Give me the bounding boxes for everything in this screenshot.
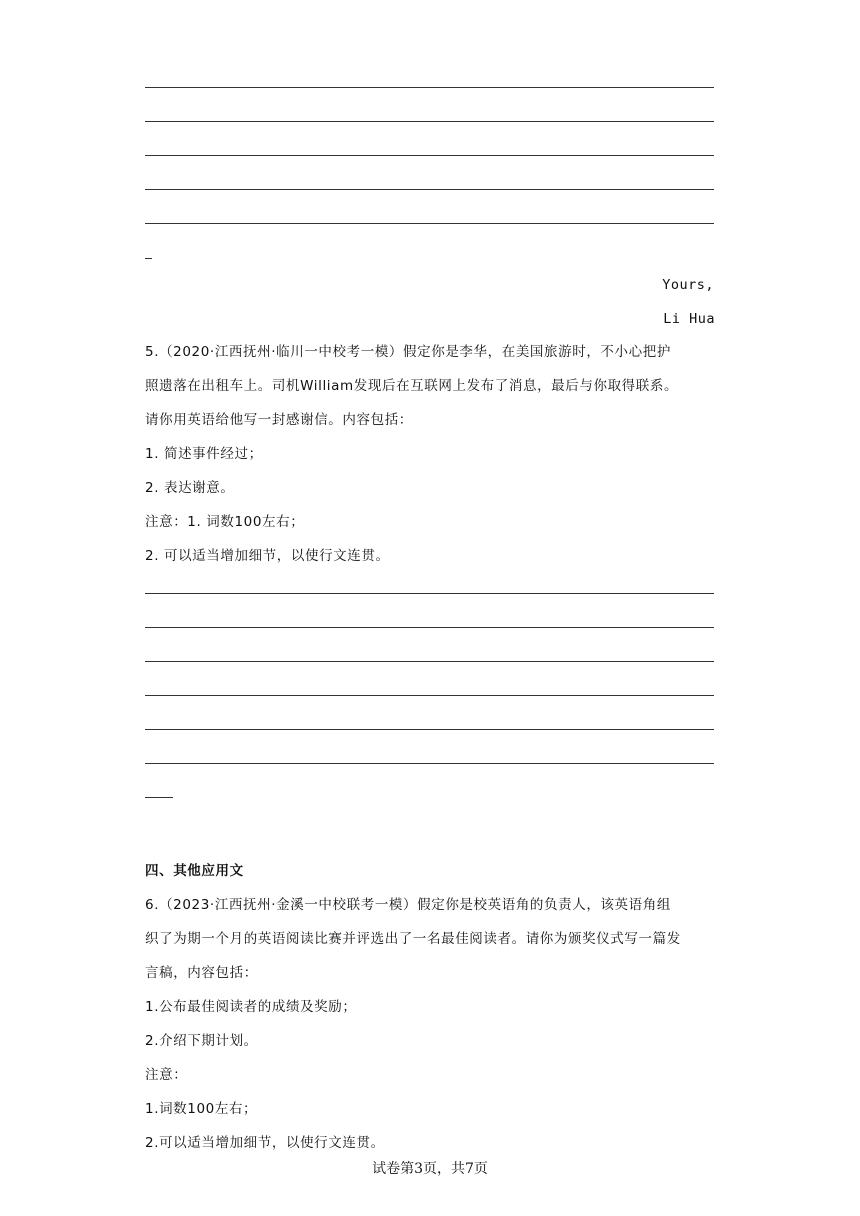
q6-item-1: 1.公布最佳阅读者的成绩及奖励；: [145, 999, 357, 1015]
answer-line: [145, 223, 714, 224]
letter-closing: Yours,: [662, 277, 714, 293]
q5-prompt-line-2: 照遗落在出租车上。司机William发现后在互联网上发布了消息，最后与你取得联系。: [145, 378, 679, 394]
answer-line: [145, 87, 714, 88]
q5-item-1: 1. 简述事件经过；: [145, 446, 263, 462]
answer-line: [145, 155, 714, 156]
q5-prompt-line-1: 5.（2020·江西抚州·临川一中校考一模）假定你是李华，在美国旅游时，不小心把护: [145, 344, 671, 360]
answer-line: [145, 763, 714, 764]
q5-prompt-line-3: 请你用英语给他写一封感谢信。内容包括：: [145, 412, 413, 428]
page-footer: 试卷第3页，共7页: [372, 1161, 488, 1177]
section-heading: 四、其他应用文: [145, 863, 244, 879]
q6-item-2: 2.介绍下期计划。: [145, 1033, 258, 1049]
q5-note-2: 2. 可以适当增加细节，以使行文连贯。: [145, 548, 390, 564]
q6-note-label: 注意：: [145, 1067, 188, 1083]
answer-line: [145, 189, 714, 190]
q6-note-2: 2.可以适当增加细节，以使行文连贯。: [145, 1135, 385, 1151]
q6-prompt-line-2: 织了为期一个月的英语阅读比赛并评选出了一名最佳阅读者。请你为颁奖仪式写一篇发: [145, 931, 681, 947]
answer-line: [145, 661, 714, 662]
answer-line: [145, 729, 714, 730]
answer-line: [145, 121, 714, 122]
answer-line: [145, 593, 714, 594]
letter-signature: Li Hua: [663, 311, 715, 327]
answer-line-stub: [145, 258, 152, 259]
q5-item-2: 2. 表达谢意。: [145, 480, 235, 496]
answer-line-stub: [145, 797, 173, 798]
q6-note-1: 1.词数100左右；: [145, 1101, 258, 1117]
answer-line: [145, 627, 714, 628]
answer-line: [145, 695, 714, 696]
q6-prompt-line-1: 6.（2023·江西抚州·金溪一中校联考一模）假定你是校英语角的负责人，该英语角组: [145, 897, 671, 913]
q6-prompt-line-3: 言稿，内容包括：: [145, 965, 258, 981]
q5-note-1: 注意：1. 词数100左右；: [145, 514, 305, 530]
